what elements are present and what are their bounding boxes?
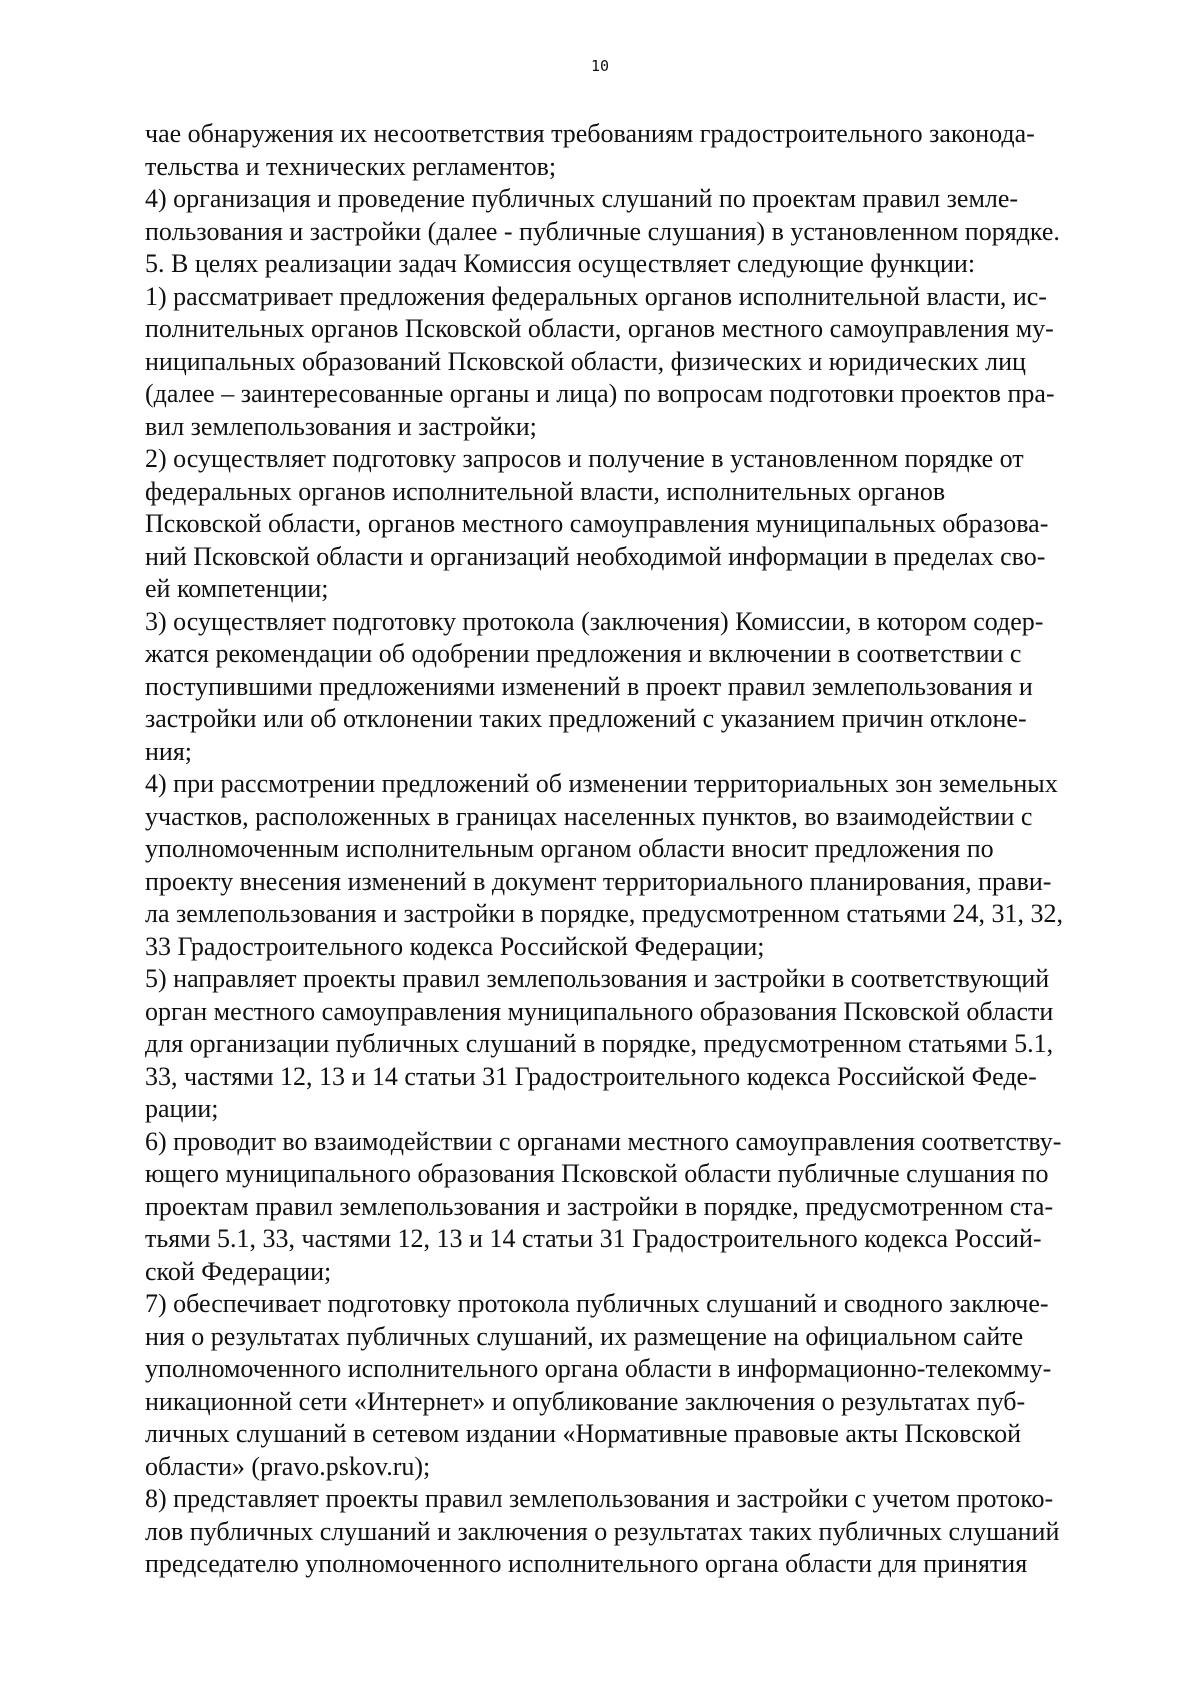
text-line: ющего муниципального образования Псковской области публичные слушания по [145,1159,1049,1188]
text-line: уполномоченного исполнительного органа области в информационно-телекомму- [145,1354,1052,1383]
text-line: застройки или об отклонении таких предложений с указанием причин отклоне- [145,704,1027,733]
text-line: ей компетенции; [145,574,329,603]
text-line: для организации публичных слушаний в порядке, предусмотренном статьями 5.1, [145,1029,1054,1058]
text-line: ниципальных образований Псковской области, физических и юридических лиц [145,346,1026,376]
page-number: 10 [590,57,610,75]
text-line: 33, частями 12, 13 и 14 статьи 31 Градостроительного кодекса Российской Феде- [145,1061,1037,1091]
text-line: тьями 5.1, 33, частями 12, 13 и 14 статьи 31 Градостроительного кодекса Россий- [145,1224,1042,1253]
text-line: 8) представляет проекты правил землепользования и застройки с учетом протоко- [145,1484,1054,1513]
text-line: 2) осуществляет подготовку запросов и получение в установленном порядке от [145,444,1024,473]
text-line: уполномоченным исполнительным органом области вносит предложения по [145,834,994,863]
text-line: федеральных органов исполнительной власти, исполнительных органов [145,476,946,506]
body-text [145,118,1165,1581]
text-line: лов публичных слушаний и заключения о результатах таких публичных слушаний [145,1516,1060,1546]
text-line: участков, расположенных в границах населенных пунктов, во взаимодействии с [145,801,1033,831]
text-line: тельства и технических регламентов; [145,151,557,181]
text-line: личных слушаний в сетевом издании «Нормативные правовые акты Псковской [145,1419,1022,1448]
text-line: ской Федерации; [145,1256,332,1286]
text-line: орган местного самоуправления муниципального образования Псковской области [145,996,1054,1026]
text-line: 5) направляет проекты правил землепользования и застройки в соответствующий [145,964,1050,993]
text-line: 7) обеспечивает подготовку протокола публичных слушаний и сводного заключе- [145,1289,1049,1318]
text-line: 4) при рассмотрении предложений об изменении территориальных зон земельных [145,769,1058,798]
text-line: жатся рекомендации об одобрении предложения и включении в соответствии с [145,639,1022,668]
text-line: (далее – заинтересованные органы и лица) по вопросам подготовки проектов пра- [145,379,1055,408]
text-line: ния о результатах публичных слушаний, их размещение на официальном сайте [145,1321,1024,1351]
text-line: проектам правил землепользования и застройки в порядке, предусмотренном ста- [145,1191,1054,1221]
text-line: 5. В целях реализации задач Комиссия осуществляет следующие функции: [145,249,976,278]
text-line: 3) осуществляет подготовку протокола (заключения) Комиссии, в котором содер- [145,606,1044,636]
text-line: поступившими предложениями изменений в проект правил землепользования и [145,671,1033,701]
text-line: 4) организация и проведение публичных слушаний по проектам правил земле- [145,184,1019,213]
text-line: рации; [145,1094,219,1123]
text-line: чае обнаружения их несоответствия требованиям градостроительного законода- [145,119,1035,148]
text-line: 1) рассматривает предложения федеральных органов исполнительной власти, ис- [145,281,1047,311]
text-line: ния; [145,736,193,766]
text-line: области» (pravo.pskov.ru); [145,1451,431,1481]
text-line: проекту внесения изменений в документ территориального планирования, прави- [145,866,1052,896]
text-line: ний Псковской области и организаций необходимой информации в пределах сво- [145,541,1046,571]
text-line: полнительных органов Псковской области, органов местного самоуправления му- [145,314,1054,343]
text-line: 33 Градостроительного кодекса Российской Федерации; [145,931,765,961]
text-line: пользования и застройки (далее - публичные слушания) в установленном порядке. [145,216,1060,246]
text-line: ла землепользования и застройки в порядке, предусмотренном статьями 24, 31, 32, [145,899,1064,928]
text-line: 6) проводит во взаимодействии с органами местного самоуправления соответству- [145,1126,1062,1156]
text-line: никационной сети «Интернет» и опубликование заключения о результатах пуб- [145,1386,1026,1416]
text-line: Псковской области, органов местного самоуправления муниципальных образова- [145,509,1049,538]
text-line: председателю уполномоченного исполнительного органа области для принятия [145,1549,1028,1578]
text-line: вил землепользования и застройки; [145,411,537,441]
